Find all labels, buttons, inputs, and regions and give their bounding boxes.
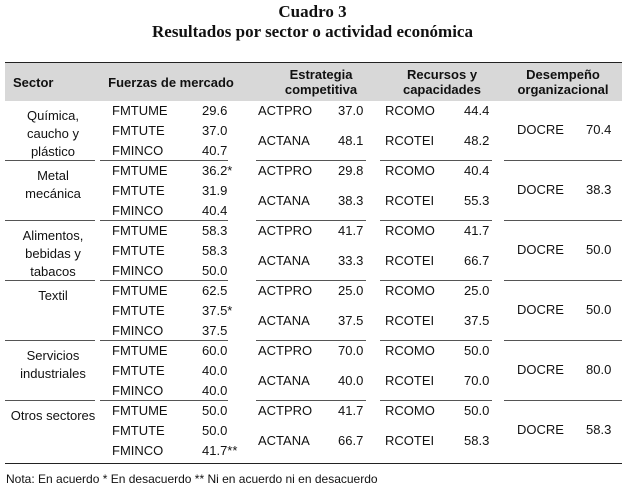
recurso-code: RCOMO <box>385 103 435 118</box>
row-separator <box>504 160 622 161</box>
estrategia-code: ACTANA <box>258 253 310 268</box>
fuerza-code: FMTUME <box>112 163 168 178</box>
desempeno-code: DOCRE <box>517 122 564 137</box>
desempeno-code: DOCRE <box>517 362 564 377</box>
desempeno-value: 50.0 <box>586 302 612 317</box>
estrategia-code: ACTPRO <box>258 403 313 418</box>
recurso-value: 25.0 <box>464 283 490 298</box>
header-estrategia: Estrategia competitiva <box>284 67 358 97</box>
table-subtitle: Resultados por sector o actividad económica <box>152 22 473 41</box>
row-separator <box>504 400 622 401</box>
table-title: Cuadro 3 <box>278 2 347 21</box>
estrategia-value: 37.5 <box>338 313 364 328</box>
header-sector: Sector <box>13 75 54 90</box>
row-separator <box>5 340 95 341</box>
estrategia-value: 29.8 <box>338 163 364 178</box>
fuerza-value: 41.7** <box>202 443 238 458</box>
fuerza-code: FMTUTE <box>112 363 165 378</box>
sector-label: Alimentos, bebidas y tabacos <box>22 228 84 279</box>
recurso-code: RCOTEI <box>385 373 435 388</box>
estrategia-value: 37.0 <box>338 103 364 118</box>
fuerza-code: FMTUME <box>112 283 168 298</box>
estrategia-value: 41.7 <box>338 223 364 238</box>
recurso-value: 66.7 <box>464 253 490 268</box>
recurso-value: 41.7 <box>464 223 490 238</box>
estrategia-value: 70.0 <box>338 343 364 358</box>
fuerza-code: FMTUTE <box>112 423 165 438</box>
estrategia-code: ACTPRO <box>258 103 313 118</box>
estrategia-code: ACTPRO <box>258 163 313 178</box>
fuerza-code: FMTUTE <box>112 243 165 258</box>
fuerza-code: FMINCO <box>112 203 164 218</box>
fuerza-value: 36.2* <box>202 163 233 178</box>
estrategia-code: ACTANA <box>258 373 310 388</box>
fuerza-value: 60.0 <box>202 343 228 358</box>
estrategia-value: 25.0 <box>338 283 364 298</box>
recurso-value: 58.3 <box>464 433 490 448</box>
table-header <box>5 62 622 101</box>
fuerza-value: 40.0 <box>202 383 228 398</box>
fuerza-code: FMTUME <box>112 343 168 358</box>
fuerza-code: FMTUME <box>112 103 168 118</box>
estrategia-value: 40.0 <box>338 373 364 388</box>
estrategia-code: ACTPRO <box>258 223 313 238</box>
recurso-code: RCOTEI <box>385 313 435 328</box>
desempeno-code: DOCRE <box>517 242 564 257</box>
estrategia-code: ACTANA <box>258 313 310 328</box>
row-separator <box>5 220 95 221</box>
recurso-code: RCOTEI <box>385 193 435 208</box>
fuerza-value: 62.5 <box>202 283 228 298</box>
desempeno-value: 38.3 <box>586 182 612 197</box>
recurso-value: 50.0 <box>464 343 490 358</box>
header-recursos: Recursos y capacidades <box>402 67 482 97</box>
sector-label: Otros sectores <box>10 408 96 423</box>
recurso-code: RCOTEI <box>385 433 435 448</box>
fuerza-code: FMTUME <box>112 403 168 418</box>
desempeno-value: 58.3 <box>586 422 612 437</box>
row-separator <box>504 220 622 221</box>
fuerza-code: FMINCO <box>112 443 164 458</box>
fuerza-value: 58.3 <box>202 223 228 238</box>
recurso-code: RCOMO <box>385 163 435 178</box>
header-fuerzas: Fuerzas de mercado <box>108 75 234 90</box>
fuerza-value: 40.7 <box>202 143 228 158</box>
estrategia-value: 33.3 <box>338 253 364 268</box>
table-note: Nota: En acuerdo * En desacuerdo ** Ni en acuerdo ni en desacuerdo <box>6 472 378 486</box>
fuerza-value: 58.3 <box>202 243 228 258</box>
sector-label: Textil <box>38 288 68 303</box>
fuerza-value: 50.0 <box>202 403 228 418</box>
row-separator <box>5 280 95 281</box>
recurso-code: RCOMO <box>385 283 435 298</box>
desempeno-value: 80.0 <box>586 362 612 377</box>
header-desempeno: Desempeño organizacional <box>517 67 609 97</box>
recurso-code: RCOTEI <box>385 133 435 148</box>
recurso-value: 48.2 <box>464 133 490 148</box>
estrategia-code: ACTPRO <box>258 343 313 358</box>
row-separator <box>5 160 95 161</box>
row-separator <box>5 400 95 401</box>
desempeno-code: DOCRE <box>517 182 564 197</box>
estrategia-code: ACTPRO <box>258 283 313 298</box>
estrategia-value: 41.7 <box>338 403 364 418</box>
fuerza-value: 37.5* <box>202 303 233 318</box>
fuerza-value: 40.4 <box>202 203 228 218</box>
table-bottom-rule <box>5 463 622 464</box>
fuerza-value: 37.0 <box>202 123 228 138</box>
fuerza-code: FMTUTE <box>112 123 165 138</box>
estrategia-value: 48.1 <box>338 133 364 148</box>
desempeno-value: 70.4 <box>586 122 612 137</box>
recurso-value: 70.0 <box>464 373 490 388</box>
fuerza-code: FMTUME <box>112 223 168 238</box>
fuerza-value: 37.5 <box>202 323 228 338</box>
desempeno-code: DOCRE <box>517 302 564 317</box>
row-separator <box>504 280 622 281</box>
recurso-value: 40.4 <box>464 163 490 178</box>
sector-label: Metal mecánica <box>25 168 81 201</box>
estrategia-value: 66.7 <box>338 433 364 448</box>
recurso-code: RCOMO <box>385 403 435 418</box>
estrategia-value: 38.3 <box>338 193 364 208</box>
recurso-value: 37.5 <box>464 313 490 328</box>
fuerza-value: 50.0 <box>202 423 228 438</box>
row-separator <box>504 340 622 341</box>
recurso-value: 50.0 <box>464 403 490 418</box>
sector-label: Servicios industriales <box>20 348 86 381</box>
desempeno-code: DOCRE <box>517 422 564 437</box>
fuerza-value: 40.0 <box>202 363 228 378</box>
fuerza-value: 31.9 <box>202 183 228 198</box>
estrategia-code: ACTANA <box>258 193 310 208</box>
fuerza-code: FMINCO <box>112 323 164 338</box>
recurso-value: 44.4 <box>464 103 490 118</box>
sector-label: Química, caucho y plástico <box>26 108 80 159</box>
fuerza-code: FMINCO <box>112 143 164 158</box>
fuerza-code: FMINCO <box>112 263 164 278</box>
fuerza-code: FMINCO <box>112 383 164 398</box>
recurso-code: RCOTEI <box>385 253 435 268</box>
recurso-value: 55.3 <box>464 193 490 208</box>
fuerza-value: 50.0 <box>202 263 228 278</box>
fuerza-value: 29.6 <box>202 103 228 118</box>
recurso-code: RCOMO <box>385 343 435 358</box>
recurso-code: RCOMO <box>385 223 435 238</box>
fuerza-code: FMTUTE <box>112 303 165 318</box>
fuerza-code: FMTUTE <box>112 183 165 198</box>
desempeno-value: 50.0 <box>586 242 612 257</box>
estrategia-code: ACTANA <box>258 433 310 448</box>
estrategia-code: ACTANA <box>258 133 310 148</box>
